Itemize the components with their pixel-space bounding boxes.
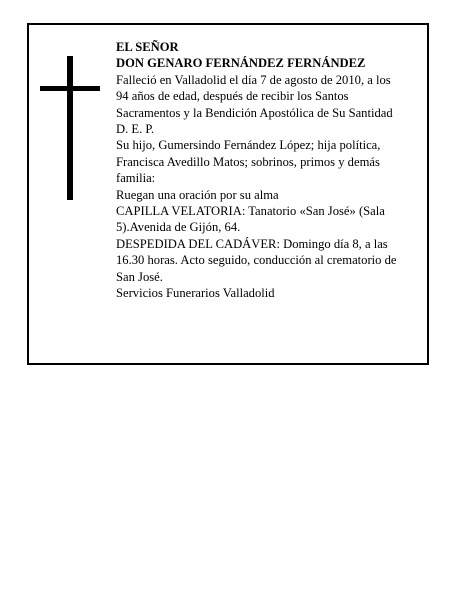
prayer-request-line: Ruegan una oración por su alma [116,187,279,202]
notice-title-line-2: DON GENARO FERNÁNDEZ FERNÁNDEZ [116,56,366,71]
family-line-3: familia: [116,171,156,186]
cross-icon [40,56,100,200]
notice-text [116,39,422,302]
cross-horizontal-bar [40,86,100,91]
funeral-services-line: Servicios Funerarios Valladolid [116,286,275,301]
chapel-line-2: 5).Avenida de Gijón, 64. [116,220,241,235]
death-announcement-line-3: Sacramentos y la Bendición Apostólica de Su Santidad [116,105,393,120]
death-announcement-line-1: Falleció en Valladolid el día 7 de agosto de 2010, a los [116,72,391,87]
chapel-line-1: CAPILLA VELATORIA: Tanatorio «San José» (Sala [116,204,385,219]
cross-vertical-bar [67,56,73,200]
notice-title-line-1: EL SEÑOR [116,40,179,54]
family-line-2: Francisca Avedillo Matos; sobrinos, primos y demás [116,154,380,169]
farewell-line-1: DESPEDIDA DEL CADÁVER: Domingo día 8, a las [116,236,388,251]
farewell-line-3: San José. [116,269,163,284]
family-line-1: Su hijo, Gumersindo Fernández López; hija política, [116,138,381,153]
death-announcement-line-2: 94 años de edad, después de recibir los Santos [116,89,349,104]
rest-in-peace-line: D. E. P. [116,122,155,137]
farewell-line-2: 16.30 horas. Acto seguido, conducción al crematorio de [116,253,397,268]
obituary-notice [27,23,429,365]
